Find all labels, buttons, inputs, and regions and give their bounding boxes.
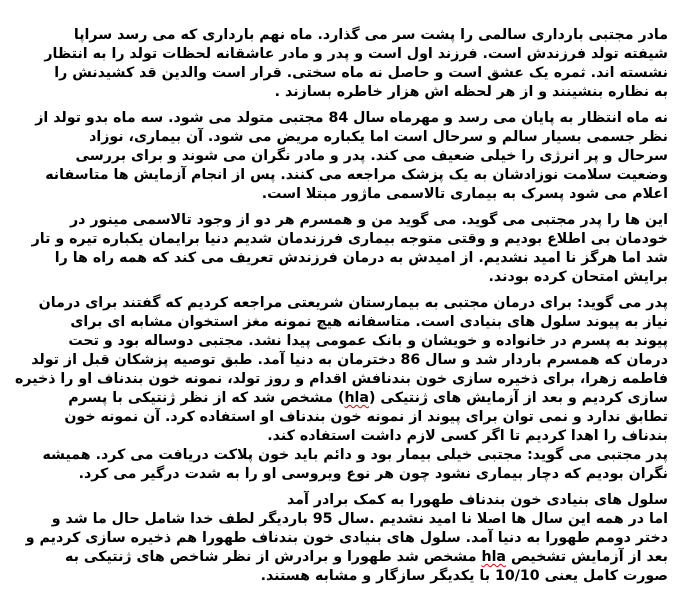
text-line: وضعیت سلامت نوزادشان به یک پزشک مراجعه می کنند. پس از انجام آزمایش ها متاسفانه — [45, 167, 668, 183]
paragraph-2 — [28, 109, 668, 204]
text-line-hla — [28, 389, 668, 408]
paragraph-4 — [15, 294, 668, 484]
text-line: اعلام می شود پسرک به بیماری تالاسمی ماژور مبتلا است. — [261, 186, 668, 202]
text-line: پدر می گوید: برای درمان مجتبی به بیمارستان شریعتی مراجعه کردیم که گفتند برای درمان — [38, 295, 668, 311]
text-segment: مشخص شد طهورا و برادرش از نظر شاخص های ژنتیکی به — [65, 549, 482, 565]
text-line: اما در همه این سال ها اصلا نا امید نشدیم .سال 95 باردیگر لطف خدا شامل حال ما شد و — [51, 511, 668, 527]
text-segment: ) مشخص شد که از نظر ژنتیکی با پسرم — [68, 390, 345, 406]
paragraph-3 — [28, 211, 668, 287]
text-line: مادر مجتبی بارداری سالمی را پشت سر می گذارد. ماه نهم بارداری که می رسد سراپا — [73, 27, 668, 43]
text-line: نه ماه انتظار به پایان می رسد و مهرماه سال 84 مجتبی متولد می شود. سه ماه بدو تولد از — [35, 110, 668, 126]
text-line: دختر دومم طهورا به دنیا آمد. سلول های بنیادی خون بندناف طهورا هم ذخیره سازی کردیم و — [25, 530, 668, 546]
text-line: خودمان بی اطلاع بودیم و وقتی متوجه بیماری فرزندمان شدیم دنیا برایمان یکباره تیره و تار — [31, 231, 668, 247]
section-heading-line: سلول های بنیادی خون بندناف طهورا به کمک برادر آمد — [287, 492, 668, 508]
text-line: نیاز به پیوند سلول های بنیادی است. متاسفانه هیچ نمونه مغز استخوان مشابه ای برای — [70, 314, 668, 330]
paragraph-1 — [28, 26, 668, 102]
spellcheck-flagged-term[interactable]: hla — [344, 390, 369, 406]
text-line: شیفته تولد فرزندش است. فرزند اول است و پدر و مادر عاشقانه لحظات تولد را به انتظار — [44, 46, 668, 62]
text-line-hla — [28, 548, 668, 567]
text-line: بندناف را اهدا کردیم تا اگر کسی لازم داشت استفاده کند. — [267, 428, 668, 444]
text-line: این ها را پدر مجتبی می گوید. می گوید من و همسرم هر دو از وجود تالاسمی مینور در — [69, 212, 668, 228]
paragraph-5 — [25, 491, 668, 586]
text-line: تطابق ندارد و نمی توان برای پیوند از نمونه خون بندناف او استفاده کرد. آن نمونه خون — [64, 409, 668, 425]
text-segment: سازی کردیم و بعد از آزمایش های ژنتیکی ( — [368, 390, 668, 406]
document-body — [15, 26, 668, 593]
text-line: به نظاره بنشینند و از هر لحظه اش هزار خاطره بسازند . — [274, 84, 668, 100]
text-line: سرحال و پر انرژی را خیلی ضعیف می کند. پدر و مادر نگران می شوند و برای بررسی — [75, 148, 668, 164]
text-line: نظر جسمی بسیار سالم و سرحال است اما یکباره مریض می شود. آن بیماری، نوزاد — [89, 129, 668, 145]
text-line: نشسته اند. ثمره یک عشق است و حاصل نه ماه سختی. قرار است والدین قد کشیدنش را — [54, 65, 668, 81]
text-line: پیوند به پسرم در خانواده و خویشان و بانک عمومی پیدا نشد. مجتبی دوساله بود و تحت — [68, 333, 668, 349]
spellcheck-flagged-term[interactable]: hla — [481, 549, 507, 565]
text-line: صورت کامل یعنی 10/10 با یکدیگر سازگار و مشابه هستند. — [260, 568, 668, 584]
text-segment: بعد از آزمایش تشخیص — [506, 549, 668, 565]
text-line: شد اما هرگز نا امید نشدیم. از امیدش به درمان فرزندش تعریف می کند که همه راه ها را — [54, 250, 668, 266]
text-line: پدر مجتبی می گوید: مجتبی خیلی بیمار بود و دائم باید خون پلاکت دریافت می کرد. همیشه — [42, 447, 668, 463]
text-line: برایش امتحان کرده بودند. — [488, 269, 668, 285]
text-line: فاطمه زهرا، برای ذخیره سازی خون بندنافش اقدام و روز تولد، نمونه خون بندناف او را ذخیره — [15, 371, 668, 387]
text-line: نگران بودیم که دچار بیماری نشود چون هر نوع ویروسی او را به شدت درگیر می کرد. — [78, 466, 668, 482]
text-line: درمان که همسرم باردار شد و سال 86 دخترمان به دنیا آمد. طبق توصیه پزشکان قبل از تولد — [31, 352, 668, 368]
